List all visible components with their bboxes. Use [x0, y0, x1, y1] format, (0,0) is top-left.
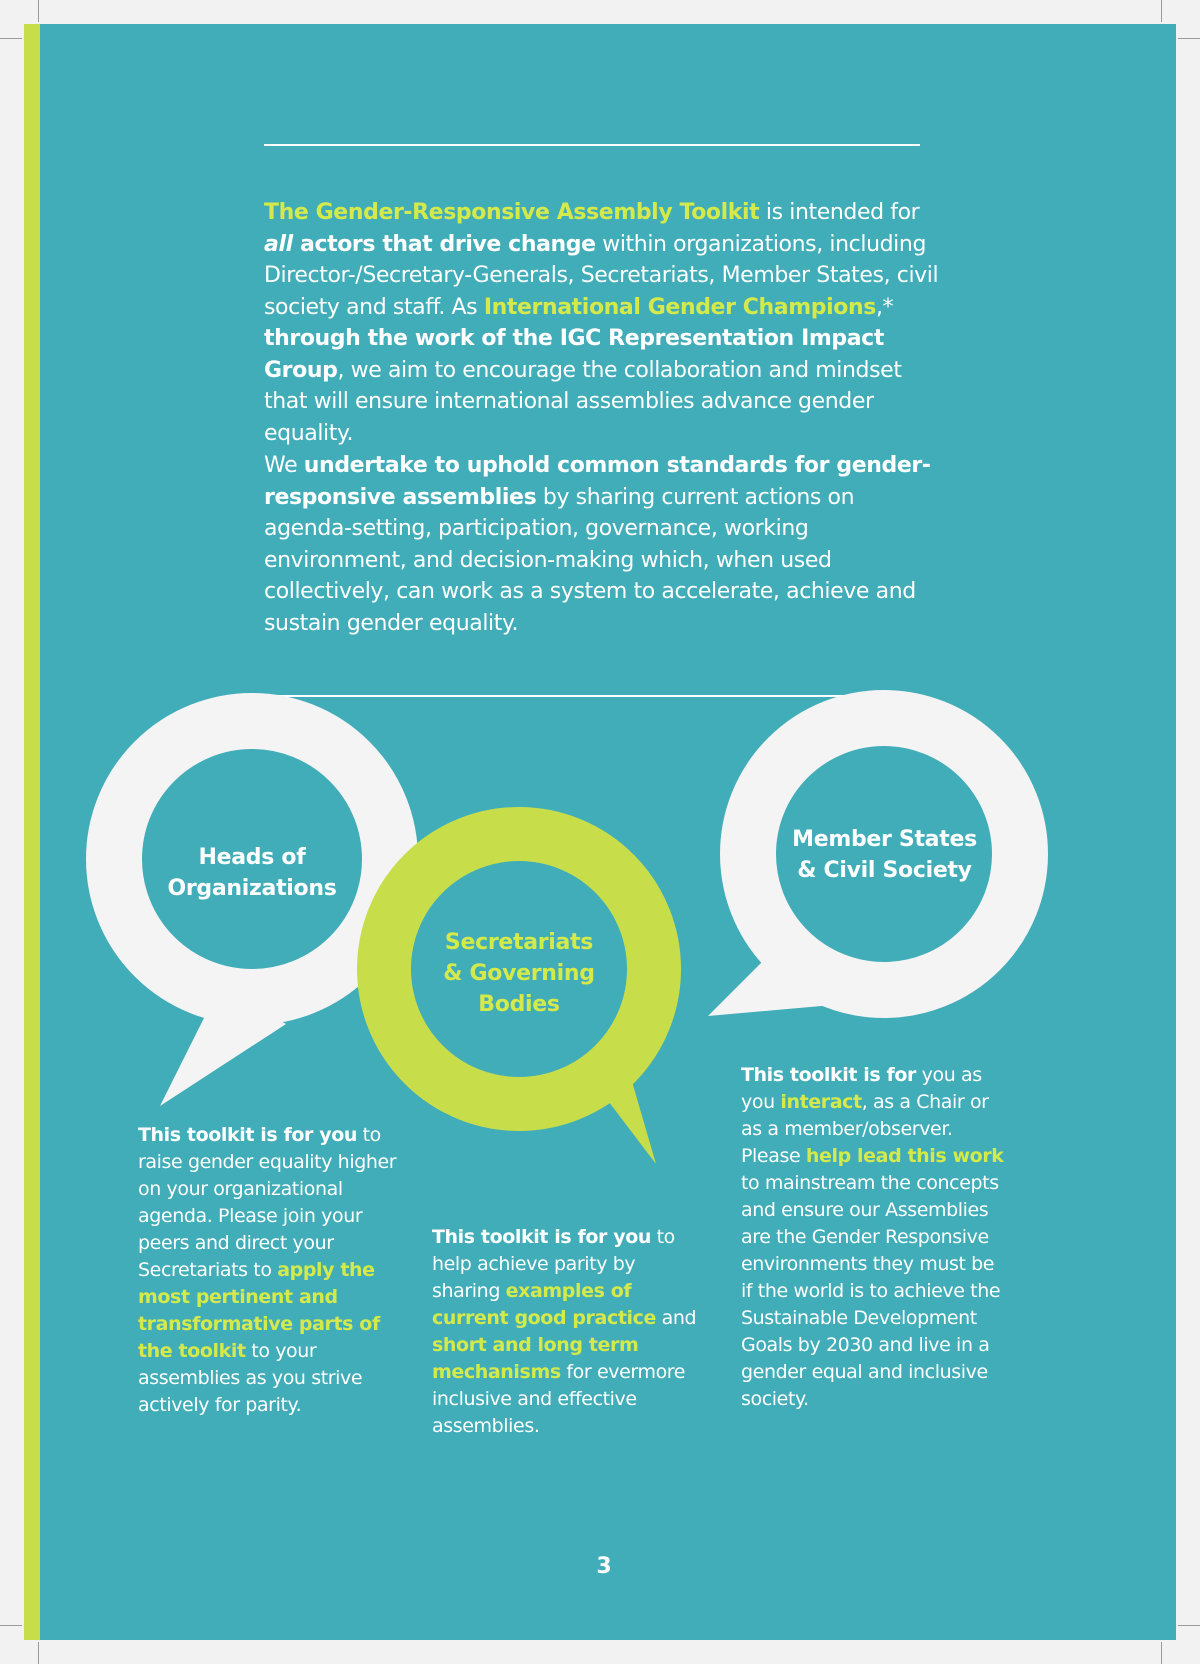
- crop-mark: [38, 0, 39, 22]
- page-number: 3: [596, 1554, 612, 1579]
- intro-paragraph-2: We undertake to uphold common standards for gender-responsive assemblies by sharing current actions on agenda-setting, participation, governance, working environment, and decision-making which, when used collectively, can work as a system to accelerate, achieve and sustain gender equality.: [264, 453, 931, 636]
- secretariats-bubble-label: Secretariats & Governing Bodies: [443, 930, 595, 1017]
- crop-mark: [1178, 38, 1200, 39]
- crop-mark: [38, 1642, 39, 1664]
- crop-mark: [1178, 1625, 1200, 1626]
- crop-mark: [1161, 1642, 1162, 1664]
- page: [24, 24, 1176, 1640]
- members-text: This toolkit is for you as you interact, as a Chair or as a member/observer. Please help lead this work to mainstream the concepts and ensure our Assemblies are the Gender Responsive environments they must be if the world is to achieve the Sustainable Development Goals by 2030 and live in a gender equal and inclusive society.: [741, 1064, 1004, 1410]
- crop-mark: [0, 38, 22, 39]
- heads-bubble-label: Heads of Organizations: [167, 845, 337, 901]
- igc-name: International Gender Champions: [483, 294, 876, 320]
- crop-mark: [0, 1625, 22, 1626]
- crop-mark: [1161, 0, 1162, 22]
- toolkit-name: The Gender-Responsive Assembly Toolkit: [264, 200, 760, 225]
- heads-text: This toolkit is for you to raise gender equality higher on your organizational agenda. Please join your peers and direct your Secretariats to apply the most pertinent and transformative parts of the toolkit to your assemblies as you strive actively for parity.: [138, 1124, 397, 1416]
- intro-paragraph-1: The Gender-Responsive Assembly Toolkit is intended for all actors that drive change within organizations, including Director-/Secretary-Generals, Secretariats, Member States, civil society and staff. As International Gender Champions,* through the work of the IGC Representation Impact Group, we aim to encourage the collaboration and mindset that will ensure international assemblies advance gender equality.: [264, 200, 939, 446]
- all-emphasis: all: [264, 231, 293, 257]
- members-bubble-label: Member States & Civil Society: [792, 827, 977, 883]
- secretariats-text: This toolkit is for you to help achieve parity by sharing examples of current good practice and short and long term mechanisms for evermore inclusive and effective assemblies.: [432, 1226, 697, 1437]
